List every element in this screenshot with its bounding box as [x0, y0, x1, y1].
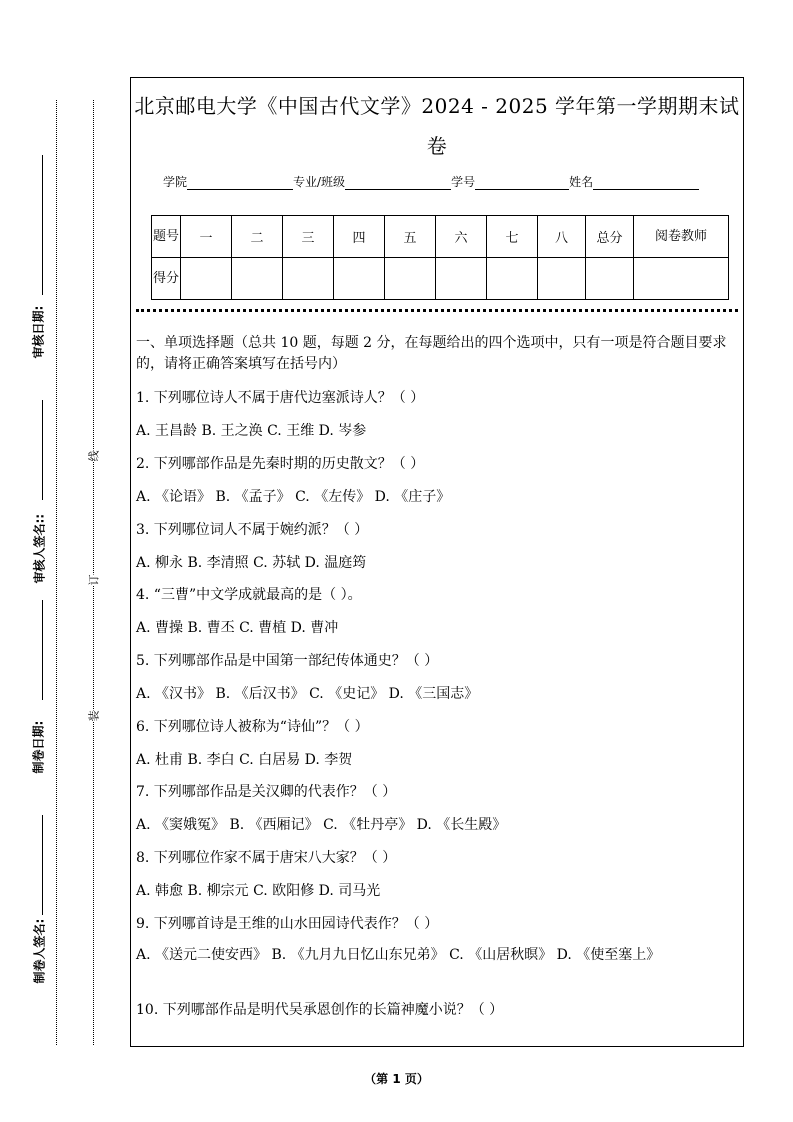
question-options: A. 杜甫 B. 李白 C. 白居易 D. 李贺: [136, 752, 353, 768]
margin-dotted-line-outer: [56, 100, 57, 1045]
question-options: A. 王昌龄 B. 王之涣 C. 王维 D. 岑参: [136, 423, 367, 439]
student-id-field[interactable]: [475, 175, 569, 190]
question-text: 2. 下列哪部作品是先秦时期的历史散文？（ ）: [136, 456, 425, 472]
score-cell[interactable]: [232, 258, 283, 300]
question-text: 5. 下列哪部作品是中国第一部纪传体通史？（ ）: [136, 653, 439, 669]
maker-sign-label: 制卷人签名:: [32, 918, 47, 984]
score-col-header: 七: [487, 216, 538, 258]
question-text: 8. 下列哪位作家不属于唐宋八大家？（ ）: [136, 850, 397, 866]
college-label: 学院: [163, 175, 188, 189]
score-cell[interactable]: [538, 258, 586, 300]
question-options: A. 曹操 B. 曹丕 C. 曹植 D. 曹冲: [136, 620, 339, 636]
score-cell[interactable]: [487, 258, 538, 300]
score-cell[interactable]: [436, 258, 487, 300]
student-info-row: [163, 173, 699, 190]
question-options: A. 《送元二使安西》 B. 《九月九日忆山东兄弟》 C. 《山居秋暝》 D. 《使至塞上》: [136, 947, 661, 963]
major-label: 专业/班级: [293, 175, 346, 189]
reviewer-date-label: 审核日期:: [31, 305, 46, 359]
margin-dotted-line-inner: [93, 100, 94, 1045]
row-label-score: 得分: [152, 258, 181, 300]
score-cell[interactable]: [283, 258, 334, 300]
score-col-header: 五: [385, 216, 436, 258]
score-cell[interactable]: [586, 258, 634, 300]
maker-sign-line: [42, 815, 43, 915]
reviewer-sign-line: [42, 400, 43, 500]
score-col-header: 四: [334, 216, 385, 258]
exam-title-line1: 北京邮电大学《中国古代文学》2024 - 2025 学年第一学期期末试: [134, 94, 740, 118]
student-id-label: 学号: [451, 175, 476, 189]
question-options: A. 《窦娥冤》 B. 《西厢记》 C. 《牡丹亭》 D. 《长生殿》: [136, 817, 507, 833]
question-text: 3. 下列哪位词人不属于婉约派？（ ）: [136, 522, 369, 538]
name-label: 姓名: [569, 175, 594, 189]
college-field[interactable]: [187, 175, 293, 190]
question-options: A. 柳永 B. 李清照 C. 苏轼 D. 温庭筠: [136, 555, 367, 571]
score-col-header: 总分: [586, 216, 634, 258]
question-text: 7. 下列哪部作品是关汉卿的代表作？（ ）: [136, 784, 397, 800]
score-col-header: 八: [538, 216, 586, 258]
score-cell[interactable]: [334, 258, 385, 300]
row-label-question-no: 题号: [152, 216, 181, 258]
exam-title-line2: 卷: [426, 134, 448, 158]
section-separator: [136, 309, 738, 312]
section1-instruction: 一、单项选择题（总共 10 题，每题 2 分，在每题给出的四个选项中，只有一项是符合题目要求的，请将正确答案填写在括号内）: [136, 335, 727, 372]
score-cell[interactable]: [385, 258, 436, 300]
line-mark: 线: [87, 450, 101, 462]
maker-date-line: [42, 600, 43, 700]
score-col-header: 一: [181, 216, 232, 258]
reviewer-date-line: [42, 155, 43, 295]
question-text: 6. 下列哪位诗人被称为“诗仙”？（ ）: [136, 719, 369, 735]
question-options: A. 《论语》 B. 《孟子》 C. 《左传》 D. 《庄子》: [136, 489, 451, 505]
fold-mark: 装: [87, 710, 101, 722]
question-options: A. 韩愈 B. 柳宗元 C. 欧阳修 D. 司马光: [136, 883, 381, 899]
question-text: 4. “三曹”中文学成就最高的是（ ）。: [136, 587, 362, 603]
bind-mark: 订: [87, 574, 101, 586]
score-table: [151, 215, 729, 300]
score-cell[interactable]: [181, 258, 232, 300]
score-col-header: 三: [283, 216, 334, 258]
maker-date-label: 制卷日期:: [31, 720, 46, 774]
question-text: 1. 下列哪位诗人不属于唐代边塞派诗人？（ ）: [136, 390, 425, 406]
score-col-header-grader: 阅卷教师: [634, 216, 729, 258]
score-cell[interactable]: [634, 258, 729, 300]
page-number: （第 1 页）: [364, 1072, 429, 1086]
question-options: A. 《汉书》 B. 《后汉书》 C. 《史记》 D. 《三国志》: [136, 686, 479, 702]
reviewer-sign-label: 审核人签名::: [32, 513, 47, 584]
score-col-header: 六: [436, 216, 487, 258]
question-text: 10. 下列哪部作品是明代吴承恩创作的长篇神魔小说？（ ）: [136, 1002, 504, 1018]
score-col-header: 二: [232, 216, 283, 258]
major-field[interactable]: [345, 175, 451, 190]
question-text: 9. 下列哪首诗是王维的山水田园诗代表作？（ ）: [136, 916, 439, 932]
name-field[interactable]: [593, 175, 699, 190]
